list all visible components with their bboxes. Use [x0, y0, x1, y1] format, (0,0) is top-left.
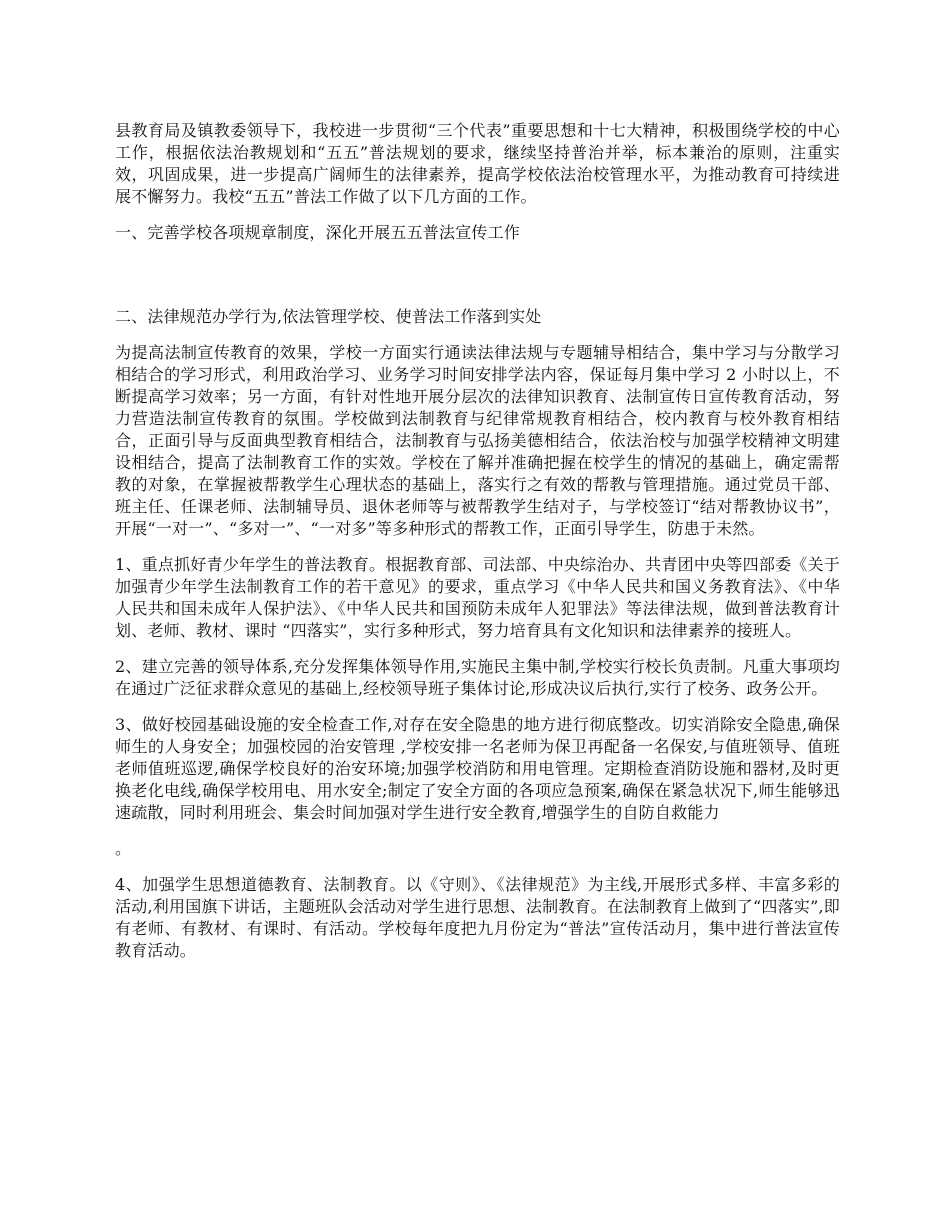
list-item-2: 2、建立完善的领导体系,充分发挥集体领导作用,实施民主集中制,学校实行校长负责制。凡重大事项均在通过广泛征求群众意见的基础上,经校领导班子集体讨论,形成决议后执行,实行了校务、政务公开。: [115, 657, 840, 698]
list-item-3: 3、做好校园基础设施的安全检查工作,对存在安全隐患的地方进行彻底整改。切实消除安全隐患,确保师生的人身安全；加强校园的治安管理 ,学校安排一名老师为保卫再配备一名保安,与值班领导、值班老师值班巡逻,确保学校良好的治安环境;加强学校消防和用电管理。定期检查消防设施和器材,及时更换老化电线,确保学校用电、用水安全;制定了安全方面的各项应急预案,确保在紧急状况下,师生能够迅速疏散，同时利用班会、集会时间加强对学生进行安全教育,增强学生的自防自救能力: [115, 715, 840, 822]
document-body: [115, 120, 840, 976]
list-item-3-end: 。: [115, 839, 132, 858]
section-gap: [115, 258, 840, 306]
list-item-1: 1、重点抓好青少年学生的普法教育。根据教育部、司法部、中央综治办、共青团中央等四部委《关于加强青少年学生法制教育工作的若干意见》的要求，重点学习《中华人民共和国义务教育法》、《中华人民共和国未成年人保护法》、《中华人民共和国预防未成年人犯罪法》等法律法规，做到普法教育计划、老师、教材、课时 “四落实”，实行多种形式，努力培育具有文化知识和法律素养的接班人。: [115, 555, 840, 640]
section-heading-2: 二、法律规范办学行为,依法管理学校、使普法工作落到实处: [115, 307, 542, 326]
list-item-4: 4、加强学生思想道德教育、法制教育。以《守则》、《法律规范》为主线,开展形式多样、丰富多彩的活动,利用国旗下讲话，主题班队会活动对学生进行思想、法制教育。在法制教育上做到了“四落实”,即有老师、有教材、有课时、有活动。学校每年度把九月份定为“普法”宣传活动月，集中进行普法宣传教育活动。: [115, 875, 840, 960]
intro-paragraph: 县教育局及镇教委领导下，我校进一步贯彻“三个代表”重要思想和十七大精神，积极围绕学校的中心工作，根据依法治教规划和“五五”普法规划的要求，继续坚持普治并举，标本兼治的原则，注重实效，巩固成果，进一步提高广阔师生的法律素养，提高学校依法治校管理水平，为推动教育可持续进展不懈努力。我校“五五”普法工作做了以下几方面的工作。: [115, 121, 840, 206]
section-2-paragraph: 为提高法制宣传教育的效果，学校一方面实行通读法律法规与专题辅导相结合，集中学习与分散学习相结合的学习形式，利用政治学习、业务学习时间安排学法内容，保证每月集中学习 2 小时以上，不断提高学习效率；另一方面，有针对性地开展分层次的法律知识教育、法制宣传日宣传教育活动，努力营造法制宣传教育的氛围。学校做到法制教育与纪律常规教育相结合，校内教育与校外教育相结合，正面引导与反面典型教育相结合，法制教育与弘扬美德相结合，依法治校与加强学校精神文明建设相结合，提高了法制教育工作的实效。学校在了解并准确把握在校学生的情况的基础上，确定需帮教的对象，在掌握被帮教学生心理状态的基础上，落实行之有效的帮教与管理措施。通过党员干部、班主任、任课老师、法制辅导员、退休老师等与被帮教学生结对子，与学校签订“结对帮教协议书”，开展“一对一”、“多对一”、“一对多”等多种形式的帮教工作，正面引导学生，防患于未然。: [115, 343, 840, 538]
section-heading-1: 一、完善学校各项规章制度，深化开展五五普法宣传工作: [115, 223, 521, 242]
